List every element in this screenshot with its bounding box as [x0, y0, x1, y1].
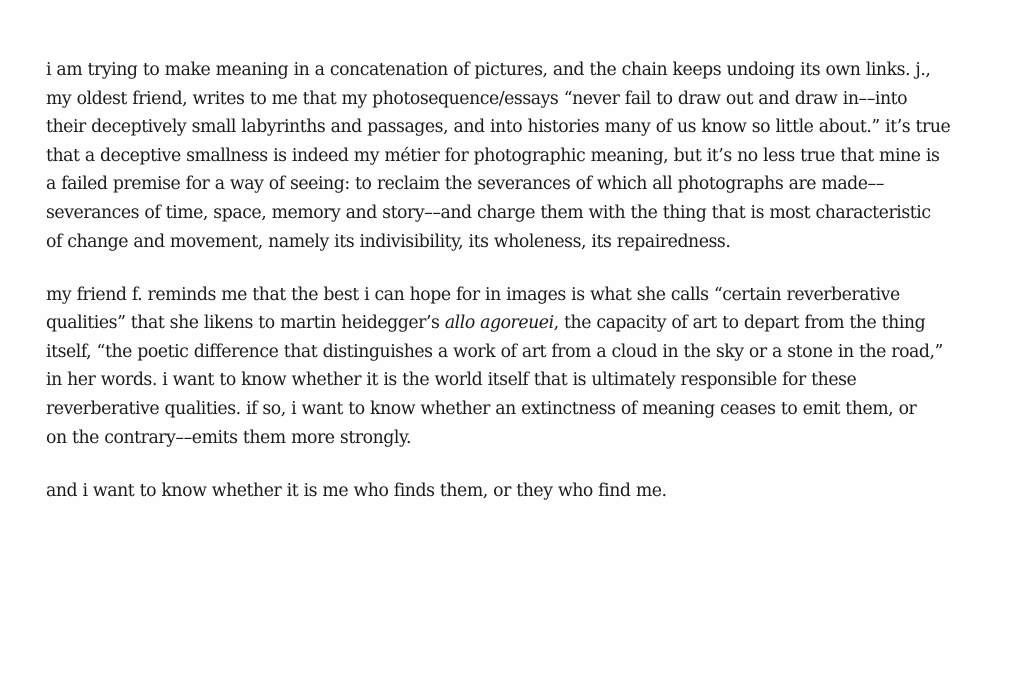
text-line: itself, “the poetic difference that distinguishes a work of art from a cloud in the sky or a stone in the road,”	[46, 341, 943, 362]
text-line: a failed premise for a way of seeing: to reclaim the severances of which all photographs are made––	[46, 174, 884, 195]
italic-phrase: allo agoreuei	[444, 313, 554, 334]
text-line: on the contrary––emits them more strongly.	[46, 427, 412, 448]
text-segment: , the capacity of art to depart from the thing	[553, 313, 926, 334]
text-line: in her words. i want to know whether it is the world itself that is ultimately responsible for these	[46, 370, 857, 391]
text-line: i am trying to make meaning in a concatenation of pictures, and the chain keeps undoing its own links. j.,	[46, 60, 931, 80]
text-line: their deceptively small labyrinths and passages, and into histories many of us know so little about.” it’s true	[46, 117, 951, 138]
text-line: that a deceptive smallness is indeed my métier for photographic meaning, but it’s no less true that mine is	[46, 145, 940, 166]
paragraph-1	[46, 56, 1006, 256]
text-segment: qualities” that she likens to martin heidegger’s	[46, 313, 445, 334]
text-line: and i want to know whether it is me who finds them, or they who find me.	[46, 480, 667, 501]
text-line: my oldest friend, writes to me that my photosequence/essays “never fail to draw out and draw in––into	[46, 88, 908, 109]
text-line: of change and movement, namely its indivisibility, its wholeness, its repairedness.	[46, 231, 731, 252]
paragraph-3	[46, 477, 1006, 506]
text-line	[46, 309, 1006, 338]
paragraph-2	[46, 281, 1006, 453]
text-line: severances of time, space, memory and story––and charge them with the thing that is most characteristic	[46, 202, 931, 223]
text-line: reverberative qualities. if so, i want to know whether an extinctness of meaning ceases to emit them, or	[46, 399, 917, 420]
essay-text	[46, 56, 1006, 530]
text-line: my friend f. reminds me that the best i can hope for in images is what she calls “certain reverberative	[46, 284, 900, 305]
